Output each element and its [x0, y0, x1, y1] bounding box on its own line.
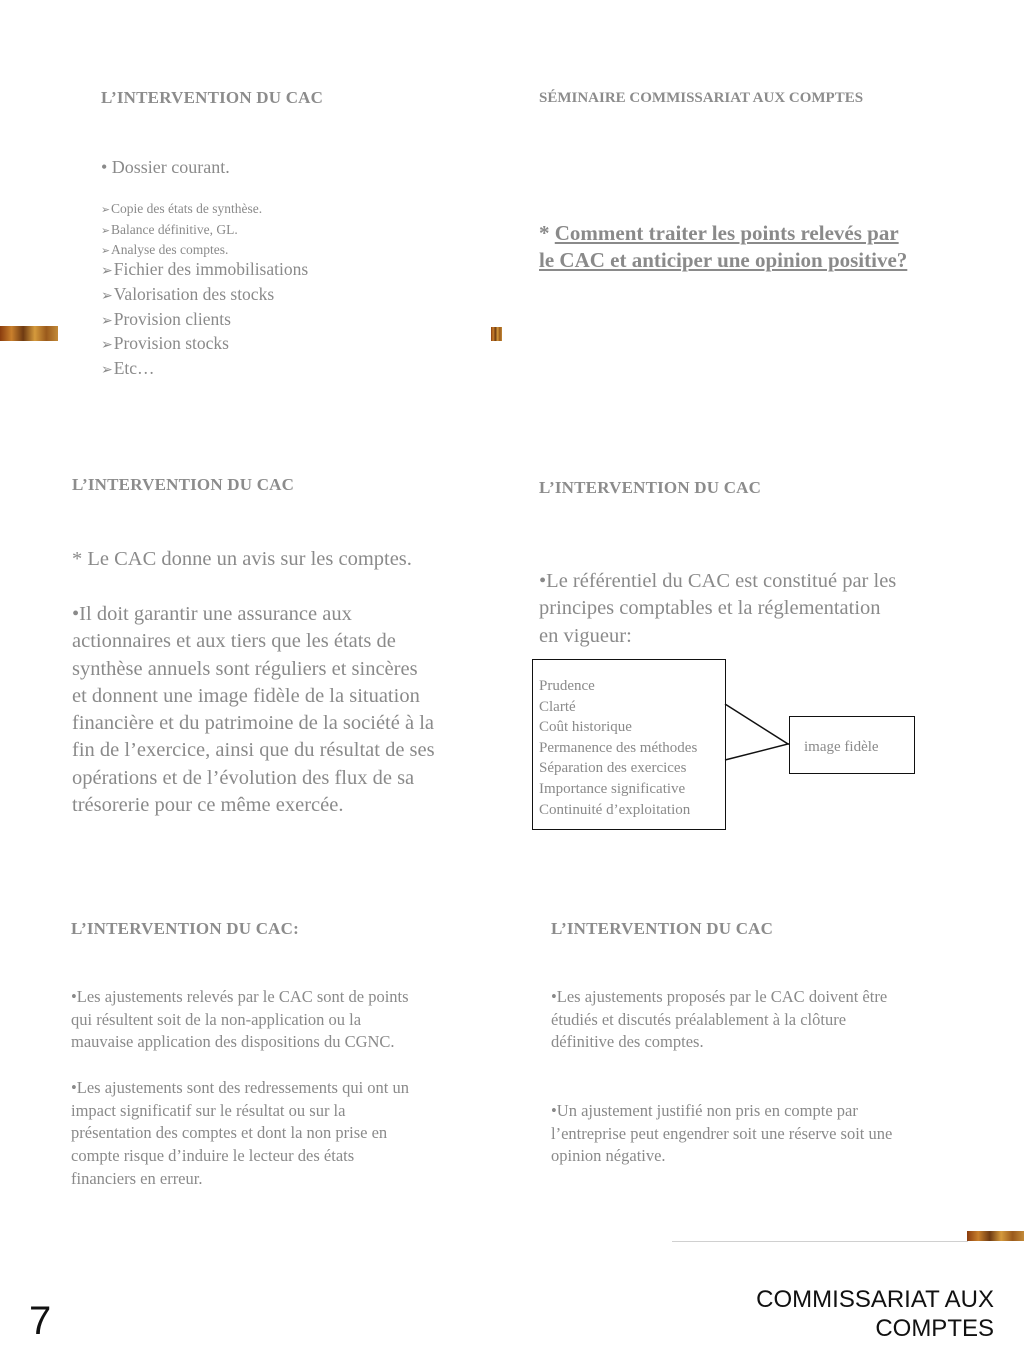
question-line-2: le CAC et anticiper une opinion positive? — [539, 248, 908, 272]
arrow-bullet-icon: ➢ — [101, 263, 113, 279]
ajustement-justifie-paragraph: •Un ajustement justifié non pris en compte par l’entreprise peut engendrer soit une réserve soit une opinion négative. — [551, 1101, 893, 1166]
arrow-bullet-icon: ➢ — [101, 244, 111, 257]
arrow-bullet-icon: ➢ — [101, 337, 113, 354]
slide2-right-title: L’INTERVENTION DU CAC — [539, 478, 762, 497]
connector-arrow — [724, 700, 794, 770]
footer-divider — [672, 1241, 968, 1242]
list-item: Prudence — [539, 678, 595, 694]
list-item: Clarté — [539, 698, 576, 715]
list-item: ➢Etc… — [101, 358, 155, 379]
slide3-right-title: L’INTERVENTION DU CAC — [551, 919, 774, 938]
cac-avis-text: * Le CAC donne un avis sur les comptes. — [72, 548, 412, 570]
decorative-square — [491, 327, 502, 341]
slide1-left-title: L’INTERVENTION DU CAC — [101, 88, 324, 107]
arrow-bullet-icon: ➢ — [101, 223, 111, 237]
list-item: Coût historique — [539, 719, 632, 736]
principles-list — [539, 676, 697, 820]
decorative-bar-right — [967, 1231, 1024, 1241]
small-items-list — [101, 199, 262, 261]
arrow-bullet-icon: ➢ — [101, 287, 113, 304]
list-item: ➢Fichier des immobilisations — [101, 259, 309, 279]
bullet-dossier-courant: • Dossier courant. — [101, 157, 230, 177]
referentiel-paragraph: •Le référentiel du CAC est constitué par les principes comptables et la réglementation en vigueur: — [539, 570, 897, 647]
list-item: ➢Valorisation des stocks — [101, 283, 275, 304]
question-line-1: Comment traiter les points relevés par — [554, 221, 899, 245]
list-item: ➢Provision clients — [101, 308, 231, 329]
arrow-bullet-icon: ➢ — [101, 312, 113, 329]
arrow-bullet-icon: ➢ — [101, 203, 111, 216]
image-fidele-label: image fidèle — [804, 739, 879, 755]
slide1-right-title: SÉMINAIRE COMMISSARIAT AUX COMPTES — [539, 90, 864, 106]
decorative-bar-left — [0, 326, 58, 341]
slide2-left-title: L’INTERVENTION DU CAC — [72, 475, 295, 494]
list-item: Continuité d’exploitation — [539, 801, 691, 818]
list-item: Permanence des méthodes — [539, 739, 698, 756]
list-item: Séparation des exercices — [539, 760, 687, 777]
slide3-left-title: L’INTERVENTION DU CAC: — [71, 919, 299, 938]
list-item: ➢Balance définitive, GL. — [101, 221, 238, 237]
cac-guarantee-paragraph: •Il doit garantir une assurance aux actionnaires et aux tiers que les états de synthèse annuels sont réguliers et sincères et donnent une image fidèle de la situation financière et du patrimoine de la société à la fin de l’exercice, ainsi que du résultat de ses opérations et de l’évolution des flux de sa trésorerie pour ce même exercée. — [72, 603, 435, 817]
footer-title: COMMISSARIAT AUX COMPTES — [756, 1286, 994, 1342]
ajustements-releves-paragraph: •Les ajustements relevés par le CAC sont de points qui résultent soit de la non-application ou la mauvaise application des dispositions du CGNC. — [71, 987, 409, 1052]
ajustements-proposes-paragraph: •Les ajustements proposés par le CAC doivent être étudiés et discutés préalablement à la clôture définitive des comptes. — [551, 987, 888, 1052]
question-prefix: * — [539, 221, 555, 245]
list-item: ➢Copie des états de synthèse. — [101, 201, 263, 216]
items-list — [101, 258, 308, 382]
arrow-bullet-icon: ➢ — [101, 362, 113, 379]
page-number: 7 — [29, 1299, 52, 1343]
list-item: Importance significative — [539, 780, 686, 797]
ajustements-redressements-paragraph: •Les ajustements sont des redressements qui ont un impact significatif sur le résultat ou sur la présentation des comptes et dont la non prise en compte risque d’induire le lecteur des états financiers en erreur. — [71, 1078, 410, 1188]
list-item: ➢Provision stocks — [101, 333, 229, 354]
question-block — [539, 220, 907, 274]
list-item: ➢Analyse des comptes. — [101, 242, 229, 257]
